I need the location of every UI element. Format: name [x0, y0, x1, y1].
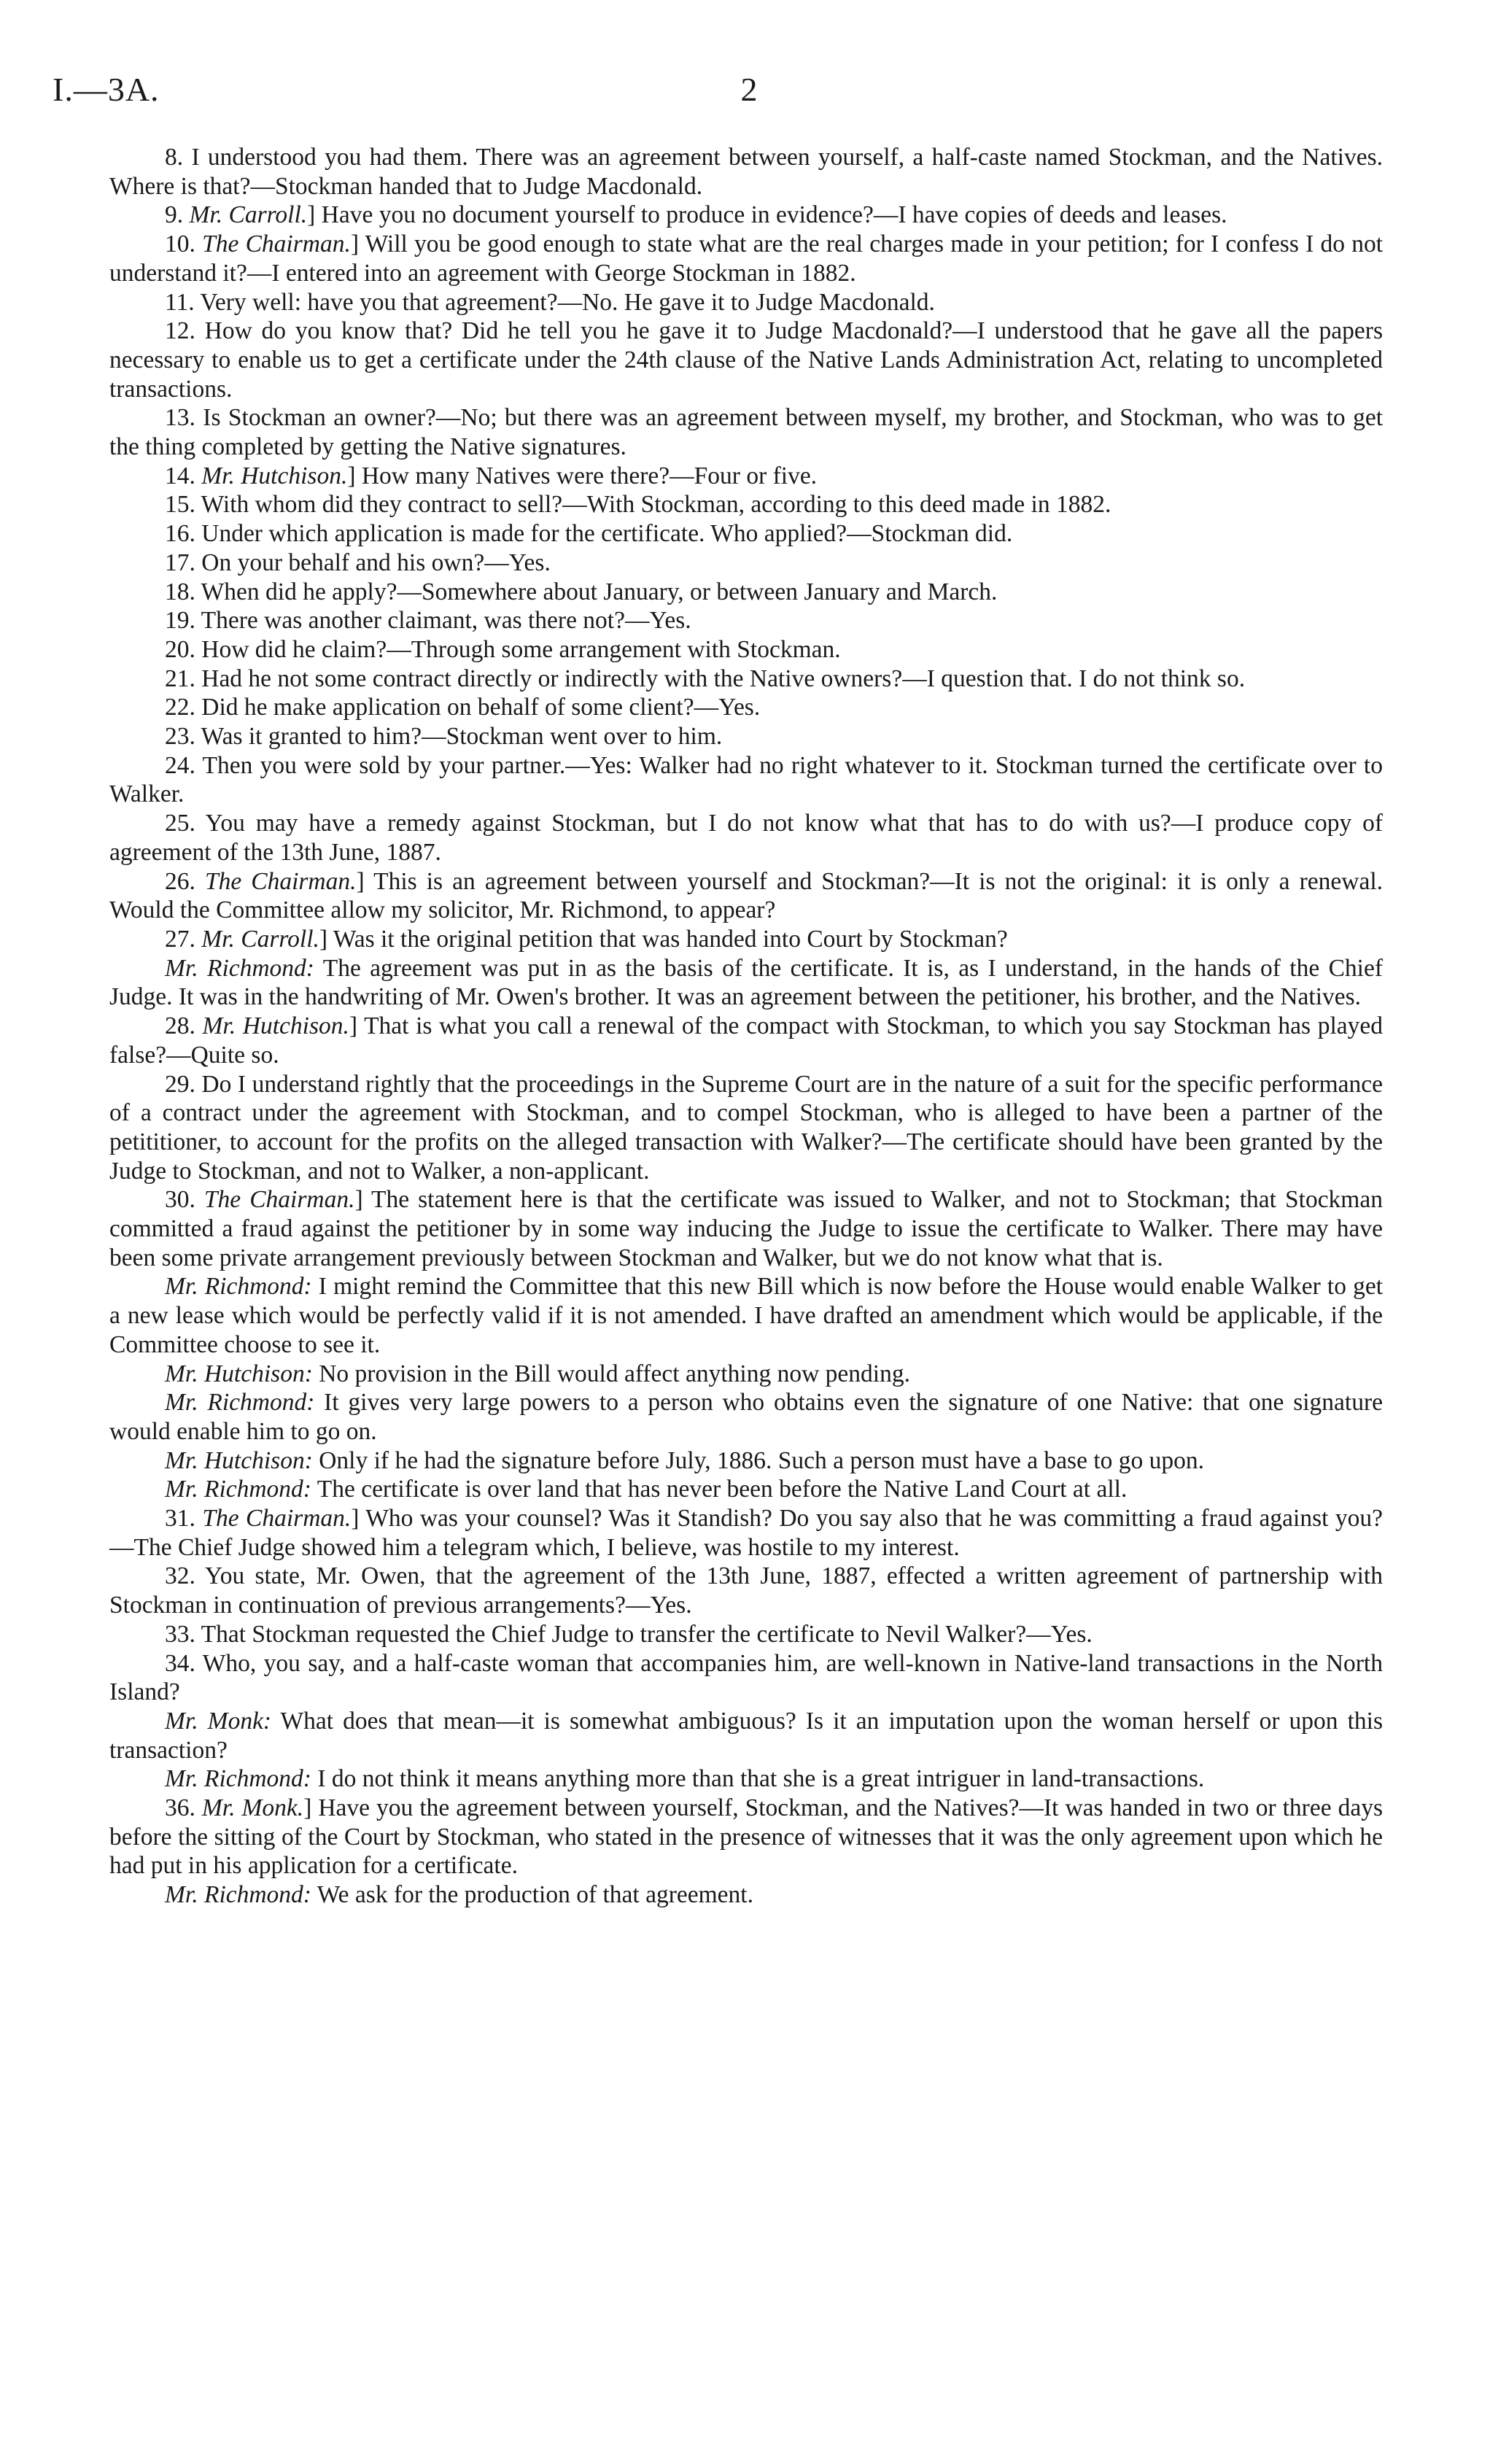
page-header [53, 70, 1446, 121]
speaker: Mr. Richmond: [165, 1273, 312, 1301]
paragraph: Mr. Monk: What does that mean—it is somewhat ambiguous? Is it an imputation upon the woman herself or upon this transaction? [109, 1707, 1383, 1764]
speaker: Mr. Richmond: [165, 1476, 311, 1503]
paragraph: 36. Mr. Monk.] Have you the agreement between yourself, Stockman, and the Natives?—It was handed in two or three days before the sitting of the Court by Stockman, who stated in the presence of witnesses that it was the only agreement upon which he had put in his application for a certificate. [109, 1794, 1383, 1880]
paragraph: Mr. Richmond: It gives very large powers to a person who obtains even the signature of one Native: that one signature would enable him to go on. [109, 1389, 1383, 1445]
paragraph: 23. Was it granted to him?—Stockman went over to him. [165, 723, 723, 751]
speaker: Mr. Richmond: [165, 1881, 311, 1909]
page-number: 2 [740, 71, 758, 108]
minutes-of-evidence [109, 143, 1383, 1910]
paragraph: 12. How do you know that? Did he tell you he gave it to Judge Macdonald?—I understood that he gave all the papers necessary to enable us to get a certificate under the 24th clause of the Native Lands Administration Act, relating to uncompleted transactions. [109, 317, 1383, 403]
paragraph: 14. Mr. Hutchison.] How many Natives were there?—Four or five. [165, 462, 818, 489]
paragraph: 13. Is Stockman an owner?—No; but there was an agreement between myself, my brother, and Stockman, who was to get the thing completed by getting the Native signatures. [109, 404, 1383, 461]
speaker: Mr. Monk: [165, 1707, 272, 1735]
paragraph: 24. Then you were sold by your partner.—Yes: Walker had no right whatever to it. Stockman turned the certificate over to Walker. [109, 751, 1383, 808]
speaker: Mr. Monk. [201, 1794, 304, 1822]
speaker: Mr. Hutchison: [165, 1360, 313, 1387]
document-reference: I.—3A. [53, 71, 160, 108]
speaker: Mr. Hutchison. [201, 462, 348, 489]
paragraph: 18. When did he apply?—Somewhere about January, or between January and March. [165, 578, 998, 605]
speaker: The Chairman. [202, 1505, 352, 1533]
paragraph: 33. That Stockman requested the Chief Judge to transfer the certificate to Nevil Walker?—Yes. [165, 1620, 1093, 1648]
paragraph: 22. Did he make application on behalf of some client?—Yes. [165, 694, 761, 721]
paragraph: 19. There was another claimant, was there not?—Yes. [165, 607, 691, 635]
paragraph: 15. With whom did they contract to sell?—With Stockman, according to this deed made in 1882. [165, 491, 1111, 519]
speaker: Mr. Carroll. [201, 925, 319, 953]
paragraph: 32. You state, Mr. Owen, that the agreement of the 13th June, 1887, effected a written agreement of partnership with Stockman in continuation of previous arrangements?—Yes. [109, 1562, 1383, 1619]
paragraph: 31. The Chairman.] Who was your counsel? Was it Standish? Do you say also that he was committing a fraud against you?—The Chief Judge showed him a telegram which, I believe, was hostile to my interest. [109, 1505, 1384, 1561]
paragraph: 17. On your behalf and his own?—Yes. [165, 549, 551, 576]
paragraph: 21. Had he not some contract directly or indirectly with the Native owners?—I question that. I do not think so. [165, 665, 1246, 692]
paragraph: Mr. Richmond: The certificate is over land that has never been before the Native Land Court at all. [165, 1476, 1128, 1503]
speaker: Mr. Carroll. [189, 201, 308, 229]
paragraph: 10. The Chairman.] Will you be good enough to state what are the real charges made in your petition; for I confess I do not understand it?—I entered into an agreement with George Stockman in 1882. [109, 230, 1384, 287]
paragraph: 34. Who, you say, and a half-caste woman that accompanies him, are well-known in Native-land transactions in the North Island? [109, 1649, 1383, 1706]
paragraph: Mr. Richmond: I do not think it means anything more than that she is a great intriguer in land-transactions. [165, 1765, 1205, 1793]
paragraph: Mr. Hutchison: Only if he had the signature before July, 1886. Such a person must have a base to go upon. [165, 1446, 1205, 1474]
paragraph: 16. Under which application is made for the certificate. Who applied?—Stockman did. [165, 520, 1013, 548]
paragraph: Mr. Richmond: I might remind the Committee that this new Bill which is now before the House would enable Walker to get a new lease which would be perfectly valid if it is not amended. I have drafted an amendment which would be applicable, if the Committee choose to see it. [109, 1273, 1383, 1358]
paragraph: 29. Do I understand rightly that the proceedings in the Supreme Court are in the nature of a suit for the specific performance of a contract under the agreement with Stockman, and to compel Stockman, who is alleged to have been a partner of the petititioner, to account for the profits on the alleged transaction with Walker?—The certificate should have been granted by the Judge to Stockman, and not to Walker, a non-applicant. [109, 1070, 1383, 1185]
paragraph: Mr. Richmond: The agreement was put in as the basis of the certificate. It is, as I understand, in the hands of the Chief Judge. It was in the handwriting of Mr. Owen's brother. It was an agreement between the petitioner, his brother, and the Natives. [109, 954, 1383, 1011]
speaker: The Chairman. [202, 230, 351, 258]
speaker: The Chairman. [203, 1186, 355, 1214]
speaker: Mr. Richmond: [165, 1389, 315, 1417]
paragraph: 28. Mr. Hutchison.] That is what you call a renewal of the compact with Stockman, to which you say Stockman has played false?—Quite so. [109, 1012, 1384, 1069]
paragraph: Mr. Richmond: We ask for the production of that agreement. [165, 1881, 753, 1909]
speaker: Mr. Hutchison. [202, 1012, 349, 1040]
paragraph: 30. The Chairman.] The statement here is that the certificate was issued to Walker, and not to Stockman; that Stockman committed a fraud against the petitioner by in some way inducing the Judge to issue the certificate to Walker. There may have been some private arrangement previously between Stockman and Walker, but we do not know what that is. [109, 1186, 1383, 1271]
paragraph: 9. Mr. Carroll.] Have you no document yourself to produce in evidence?—I have copies of deeds and leases. [165, 201, 1227, 229]
paragraph: 20. How did he claim?—Through some arrangement with Stockman. [165, 635, 841, 663]
speaker: Mr. Hutchison: [165, 1446, 313, 1474]
paragraph: 26. The Chairman.] This is an agreement between yourself and Stockman?—It is not the original: it is only a renewal. Would the Committee allow my solicitor, Mr. Richmond, to appear? [109, 867, 1383, 924]
speaker: The Chairman. [204, 867, 357, 895]
speaker: Mr. Richmond: [165, 1765, 311, 1793]
paragraph: Mr. Hutchison: No provision in the Bill would affect anything now pending. [165, 1360, 910, 1387]
paragraph: 27. Mr. Carroll.] Was it the original petition that was handed into Court by Stockman? [165, 925, 1008, 953]
paragraph: 25. You may have a remedy against Stockman, but I do not know what that has to do with us?—I produce copy of agreement of the 13th June, 1887. [109, 810, 1383, 866]
speaker: Mr. Richmond: [165, 954, 314, 982]
paragraph: 11. Very well: have you that agreement?—No. He gave it to Judge Macdonald. [165, 288, 935, 316]
paragraph: 8. I understood you had them. There was an agreement between yourself, a half-caste named Stockman, and the Natives. Where is that?—Stockman handed that to Judge Macdonald. [109, 144, 1383, 200]
